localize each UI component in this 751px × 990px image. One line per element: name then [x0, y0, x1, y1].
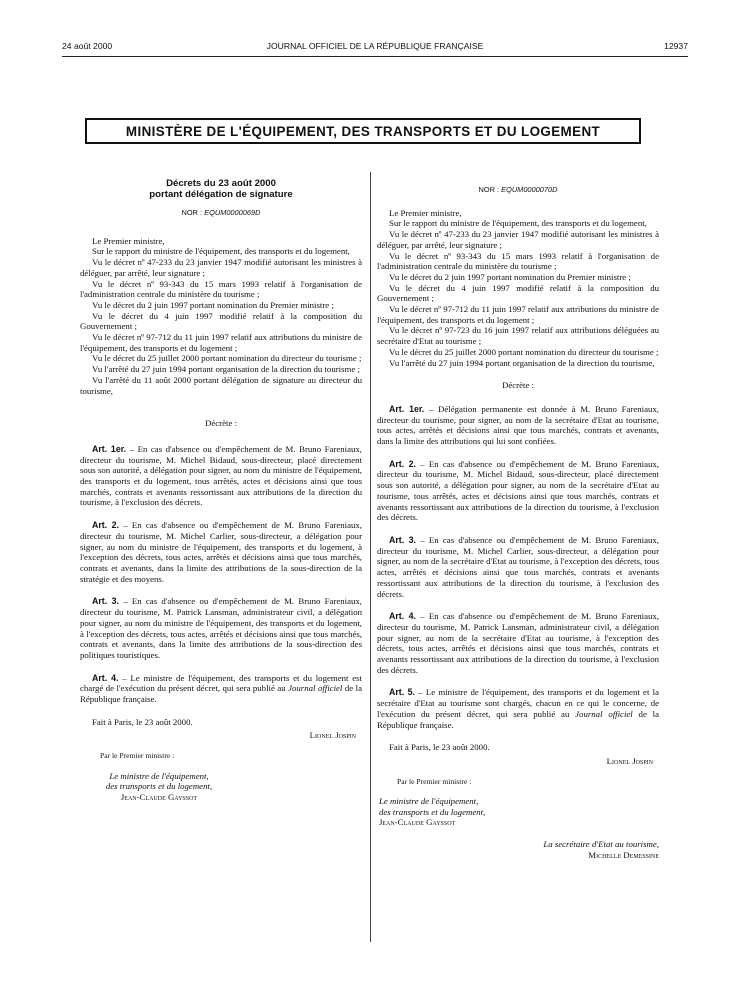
par-le-premier-ministre: Par le Premier ministre : [397, 776, 472, 786]
article-label: Art. 1er. [389, 403, 425, 414]
preamble-para: Le Premier ministre, [389, 207, 462, 218]
minister-role: Le ministre de l'équipement, [379, 796, 479, 807]
nor-prefix: NOR : [478, 185, 502, 194]
preamble-para: Vu l'arrêté du 27 juin 1994 portant organisation de la direction du tourisme ; [92, 364, 360, 375]
article-label: Art. 3. [92, 596, 119, 607]
nor-reference [377, 185, 659, 196]
right-column [377, 185, 659, 860]
nor-reference [80, 208, 362, 219]
article [377, 687, 659, 730]
article [80, 596, 362, 660]
article-text: – En cas d'absence ou d'empêchement de M. Bruno Fareniaux, directeur du tourisme, M. Michel Carlier, sous-directeur, a délégation pour signer, au nom du ministre de l'équipement, des transports et du logement, à l'exception des décrets, tous actes, arrêtés et décisions ainsi que tous marchés, contrats et avenants, dans la limite des attributions de la sous-direction de la stratégie et des moyens. [80, 520, 362, 584]
article [80, 673, 362, 705]
article-label: Art. 4. [389, 611, 416, 622]
preamble-para: Vu le décret du 2 juin 1997 portant nomination du Premier ministre ; [92, 299, 334, 310]
article-label: Art. 5. [389, 687, 415, 698]
article-text: – En cas d'absence ou d'empêchement de M. Bruno Fareniaux, directeur du tourisme, M. Patrick Lansman, administrateur civil, a délégation pour signer, au nom du ministre de l'équipement, des transports et du logement, à l'exception des décrets, tous actes, arrêtés et décisions ainsi que tous marchés, contrats et avenants, dans la limite des attributions de la sous-direction des politiques touristiques. [80, 596, 362, 660]
preamble-para: Vu le décret nº 97-723 du 16 juin 1997 relatif aux attributions déléguées au secrétaire d'Etat au tourisme ; [377, 325, 659, 347]
article-text: – En cas d'absence ou d'empêchement de M. Bruno Fareniaux, directeur du tourisme, M. Patrick Lansman, administrateur civil, a délégation pour signer, au nom de la secrétaire d'Etat au tourisme, à l'exception des décrets, tous actes, arrêtés et décisions ainsi que tous marchés, contrats et avenants ressortissant aux attributions de la direction du tourisme, à l'exclusion des décrets. [377, 611, 659, 675]
nor-code: EQUM0000069D [204, 208, 261, 217]
header-journal-title: JOURNAL OFFICIEL DE LA RÉPUBLIQUE FRANÇAISE [266, 41, 484, 51]
minister-name: Jean-Claude Gayssot [120, 791, 198, 802]
header-page-number: 12937 [664, 41, 688, 51]
secretary-role: La secrétaire d'Etat au tourisme, [543, 839, 659, 850]
article [80, 444, 362, 508]
article-label: Art. 2. [389, 458, 416, 469]
fait-a-paris: Fait à Paris, le 23 août 2000. [389, 742, 490, 753]
preamble-para: Sur le rapport du ministre de l'équipement, des transports et du logement, [92, 246, 350, 257]
preamble-para: Vu le décret nº 47-233 du 23 janvier 1947 modifié autorisant les ministres à déléguer, par arrêté, leur signature ; [377, 229, 659, 250]
article-text: de la République française. [377, 708, 659, 730]
preamble-para: Vu le décret nº 93-343 du 15 mars 1993 relatif à l'organisation de l'administration centrale du ministère du tourisme ; [80, 278, 362, 300]
article-label: Art. 2. [92, 520, 119, 531]
article [377, 611, 659, 675]
preamble-para: Vu le décret nº 97-712 du 11 juin 1997 relatif aux attributions du ministre de l'équipement, des transports et du logement ; [377, 304, 659, 325]
article-text: – Le ministre de l'équipement, des transports et du logement et la secrétaire d'Etat au tourisme sont chargés, chacun en ce qui le concerne, de l'exécution du présent décret, qui sera publié au [377, 687, 659, 719]
signatory-prime-minister: Lionel Jospin [606, 755, 653, 766]
article-label: Art. 3. [389, 534, 416, 545]
minister-role: Le ministre de l'équipement, [109, 770, 209, 781]
preamble-para: Vu le décret nº 47-233 du 23 janvier 1947 modifié autorisant les ministres à déléguer, par arrêté, leur signature ; [80, 257, 362, 278]
decrete-heading: Décrète : [502, 380, 534, 391]
secretary-signature-block [377, 839, 659, 860]
article-text: – En cas d'absence ou d'empêchement de M. Bruno Fareniaux, directeur du tourisme, M. Michel Bidaud, sous-directeur, placé directement sous son autorité, a délégation pour signer, au nom de la secrétaire d'Etat au tourisme, tous arrêtés, actes et décisions ainsi que tous marchés, contrats et avenants ressortissant aux attributions de la direction du tourisme, à l'exclusion des décrets. [377, 458, 659, 523]
article [377, 459, 659, 523]
nor-prefix: NOR : [181, 208, 205, 217]
article [80, 520, 362, 584]
decree-title-line2: portant délégation de signature [149, 189, 293, 200]
minister-signature-block [379, 796, 659, 828]
article-text: – Délégation permanente est donnée à M. Bruno Fareniaux, directeur du tourisme, pour signer, au nom de la secrétaire d'Etat au tourisme, tous actes, arrêtés et décisions ainsi que tous marchés, contrats et avenants, dans la limite des attributions qui lui sont confiées. [377, 403, 660, 447]
header-date: 24 août 2000 [62, 41, 113, 51]
preamble-para: Vu le décret du 4 juin 1997 modifié relatif à la composition du Gouvernement ; [80, 310, 362, 332]
running-header [62, 41, 688, 55]
article [377, 404, 659, 447]
minister-role: des transports et du logement, [379, 806, 486, 817]
secretary-name: Michelle Demessine [588, 849, 659, 860]
article [377, 535, 659, 599]
signatory-prime-minister: Lionel Jospin [309, 730, 356, 741]
preamble-para: Sur le rapport du ministre de l'équipement, des transports et du logement, [389, 218, 647, 229]
preamble-para: Le Premier ministre, [92, 235, 165, 246]
article-label: Art. 1er. [92, 443, 127, 454]
decree-title-line1: Décrets du 23 août 2000 [166, 178, 276, 189]
journal-officiel-italic: Journal officiel [288, 683, 343, 694]
article-text: – En cas d'absence ou d'empêchement de M. Bruno Fareniaux, directeur du tourisme, M. Michel Bidaud, sous-directeur, placé directement sous son autorité, a délégation pour signer, au nom du ministre de l'équipement, des transports et du logement, tous arrêtés, actes et décisions ainsi que tous marchés, contrats et avenants ressortissant aux attributions de la direction du tourisme, à l'exclusion des décrets. [80, 443, 362, 508]
preamble-para: Vu l'arrêté du 27 juin 1994 portant organisation de la direction du tourisme, [389, 357, 655, 368]
article-text: de la République française. [80, 683, 362, 705]
preamble-para: Vu le décret du 25 juillet 2000 portant nomination du directeur du tourisme ; [92, 353, 362, 364]
column-divider [370, 172, 371, 942]
minister-name: Jean-Claude Gayssot [379, 817, 456, 828]
preamble-para: Vu le décret nº 93-343 du 15 mars 1993 relatif à l'organisation de l'administration centrale du ministère du tourisme ; [377, 250, 659, 272]
par-le-premier-ministre: Par le Premier ministre : [100, 751, 175, 761]
article-text: – Le ministre de l'équipement, des transports et du logement est chargé de l'exécution du présent décret, qui sera publié au [80, 672, 362, 694]
minister-role: des transports et du logement, [105, 781, 213, 792]
preamble-para: Vu le décret nº 97-712 du 11 juin 1997 relatif aux attributions du ministre de l'équipement, des transports et du logement ; [80, 332, 362, 353]
fait-a-paris: Fait à Paris, le 23 août 2000. [92, 716, 193, 727]
minister-signature-block [80, 771, 238, 803]
decrete-heading: Décrète : [205, 418, 237, 429]
ministry-banner: MINISTÈRE DE L'ÉQUIPEMENT, DES TRANSPORTS ET DU LOGEMENT [85, 118, 641, 144]
preamble-para: Vu le décret du 25 juillet 2000 portant nomination du directeur du tourisme ; [389, 346, 659, 357]
header-rule [62, 56, 688, 57]
article-text: – En cas d'absence ou d'empêchement de M. Bruno Fareniaux, directeur du tourisme, M. Michel Carlier, sous-directeur, a délégation pour signer, au nom de la secrétaire d'Etat au tourisme, à l'exception des décrets, tous actes, arrêtés et décisions ainsi que tous marchés, contrats et avenants ressortissant aux attributions de la direction du tourisme, à l'exclusion des décrets. [377, 534, 659, 599]
left-column [80, 178, 362, 803]
preamble-para: Vu le décret du 4 juin 1997 modifié relatif à la composition du Gouvernement ; [377, 282, 659, 304]
nor-code: EQUM0000070D [501, 185, 558, 194]
article-label: Art. 4. [92, 672, 119, 683]
journal-officiel-italic: Journal officiel [575, 708, 633, 719]
preamble-para: Vu l'arrêté du 11 août 2000 portant délégation de signature au directeur du tourisme, [80, 374, 362, 396]
preamble-para: Vu le décret du 2 juin 1997 portant nomination du Premier ministre ; [389, 271, 631, 282]
